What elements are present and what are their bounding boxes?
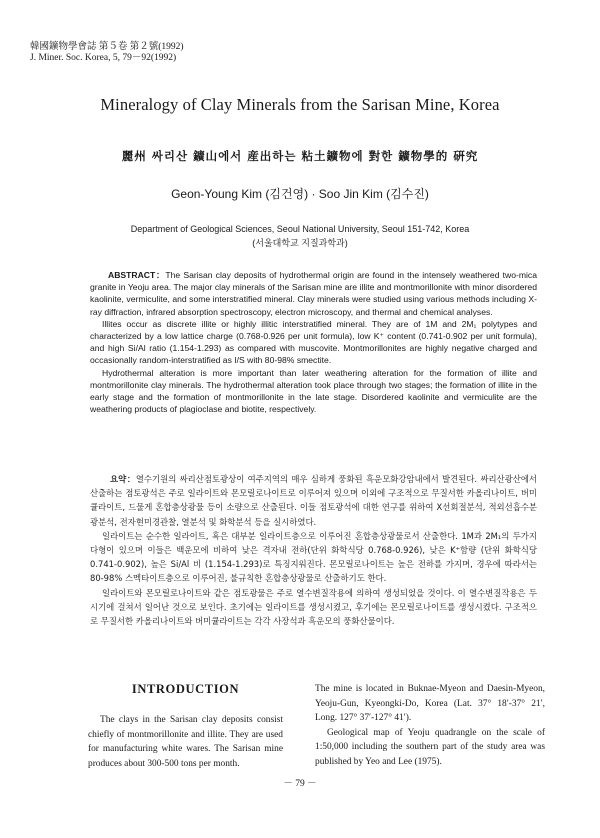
affiliation-english: Department of Geological Sciences, Seoul National University, Seoul 151-742, Korea xyxy=(130,224,470,234)
introduction-paragraph: The mine is located in Buknae-Myeon and Daesin-Myeon, Yeoju-Gun, Kyeongki-Do, Korea (Lat. 37° 18′-37° 21′, Long. 127° 37′-127° 41′). xyxy=(315,684,545,723)
journal-citation xyxy=(30,42,184,64)
right-column xyxy=(315,682,545,769)
korean-abstract-paragraph xyxy=(90,472,537,529)
korean-abstract-text: 열수기원의 싸리산점토광상이 여주지역의 매우 심하게 풍화된 흑운모화강암내에서 발견된다. 싸리산광산에서 산출하는 점토광석은 주로 일라이트와 몬모릴로나이트로 이루어져 있으며 이외에 구조적으로 무질서한 카올리나이트, 버미큘라이트, 드물게 혼합층상광물 등이 소량으로 산출된다. 이들 점토광석에 대한 연구를 위하여 X선회절분석, 적외선흡수분광분석, 전자현미경관찰, 열분석 및 화학분석 등을 실시하였다. xyxy=(90,474,537,527)
journal-citation-english: J. Miner. Soc. Korea, 5, 79－92(1992) xyxy=(30,53,177,63)
abstract-text: The Sarisan clay deposits of hydrothermal origin are found in the intensely weathered two-mica granite in Yeoju area. The major clay minerals of the Sarisan mine are illite and montmorillonite with minor disordered kaolinite, vermiculite, and some interstratified mineral. Clay minerals were studied using various methods including X-ray diffraction, infrared absorption spectroscopy, electron microscopy, and thermal and chemical analyses. xyxy=(90,270,538,317)
korean-title: 麗州 싸리산 鑛山에서 産出하는 粘土鑛物에 對한 鑛物學的 硏究 xyxy=(121,149,479,163)
introduction-paragraph: The clays in the Sarisan clay deposits consist chiefly of montmorillonite and illite. They are used for manufacturing white wares. The Sarisan mine produces about 300-500 tons per month. xyxy=(88,715,283,769)
korean-abstract-paragraph: 일라이트와 몬모릴로나이트와 같은 점토광물은 주로 열수변질작용에 의하여 생성되었을 것이다. 이 열수변질작용은 두 시기에 걸쳐서 일어난 것으로 보인다. 초기에는 일라이트를 생성시켰고, 후기에는 몬모릴로나이트를 생성시켰다. 구조적으로 무질서한 카올리나이트와 버미큘라이트는 각각 사장석과 흑운모의 풍화산물이다. xyxy=(90,587,537,627)
section-heading-introduction: INTRODUCTION xyxy=(131,682,240,696)
korean-abstract xyxy=(90,472,537,628)
affiliation-korean: (서울대학교 지질과학과) xyxy=(252,238,348,248)
abstract-label: ABSTRACT： xyxy=(108,270,166,280)
affiliation xyxy=(0,222,600,250)
abstract-paragraph: Hydrothermal alteration is more important than later weathering alteration for the formation of illite and montmorillonite clay minerals. The hydrothermal alteration took place through two stages; the formation of illite in the early stage and the formation of montmorillonite in the late stage. Disordered kaolinite and vermiculite are the weathering products of plagioclase and biotite, respectively. xyxy=(90,367,537,415)
korean-abstract-label: 요약： xyxy=(110,474,136,484)
korean-abstract-paragraph: 일라이트는 순수한 일라이트, 혹은 대부분 일라이트층으로 이루어진 혼합층상광물로서 산출한다. 1M과 2M₁의 두가지 다형이 있으며 이들은 백운모에 비하여 낮은 격자내 전하(단위 화학식당 0.768-0.926), 낮은 K⁺함량 (단위 화학식당 0.741-0.902), 높은 Si/Al 비 (1.154-1.293)로 특징지워진다. 몬모릴로나이트는 높은 전하를 가지며, 경우에 따라서는 80-98% 스멕타이트층으로 이루어진, 불규칙한 혼합층상광물로 산출하기도 한다. xyxy=(90,530,537,584)
journal-citation-korean: 韓國鑛物學會誌 第５卷 第２號(1992) xyxy=(30,42,184,52)
abstract-paragraph xyxy=(90,269,537,318)
paper-title: Mineralogy of Clay Minerals from the Sarisan Mine, Korea xyxy=(100,95,500,114)
introduction-paragraph: Geological map of Yeoju quadrangle on the scale of 1:50,000 including the southern part of the study area was published by Yeo and Lee (1975). xyxy=(315,727,545,767)
abstract xyxy=(90,269,537,415)
abstract-paragraph: Illites occur as discrete illite or highly illitic interstratified mineral. They are of 1M and 2M₁ polytypes and characterized by a low lattice charge (0.768-0.926 per unit formula), low K⁺ content (0.741-0.902 per unit formula), and high Si/Al ratio (1.154-1.293) as compared with muscovite. Montmorillonites are highly negative charged and occasionally random-interstratified as I/S with 80-98% smectite. xyxy=(90,318,537,366)
page-number: － 79 － xyxy=(283,779,317,789)
left-column xyxy=(88,682,283,771)
author-list: Geon-Young Kim (김건영) · Soo Jin Kim (김수진) xyxy=(171,187,429,201)
